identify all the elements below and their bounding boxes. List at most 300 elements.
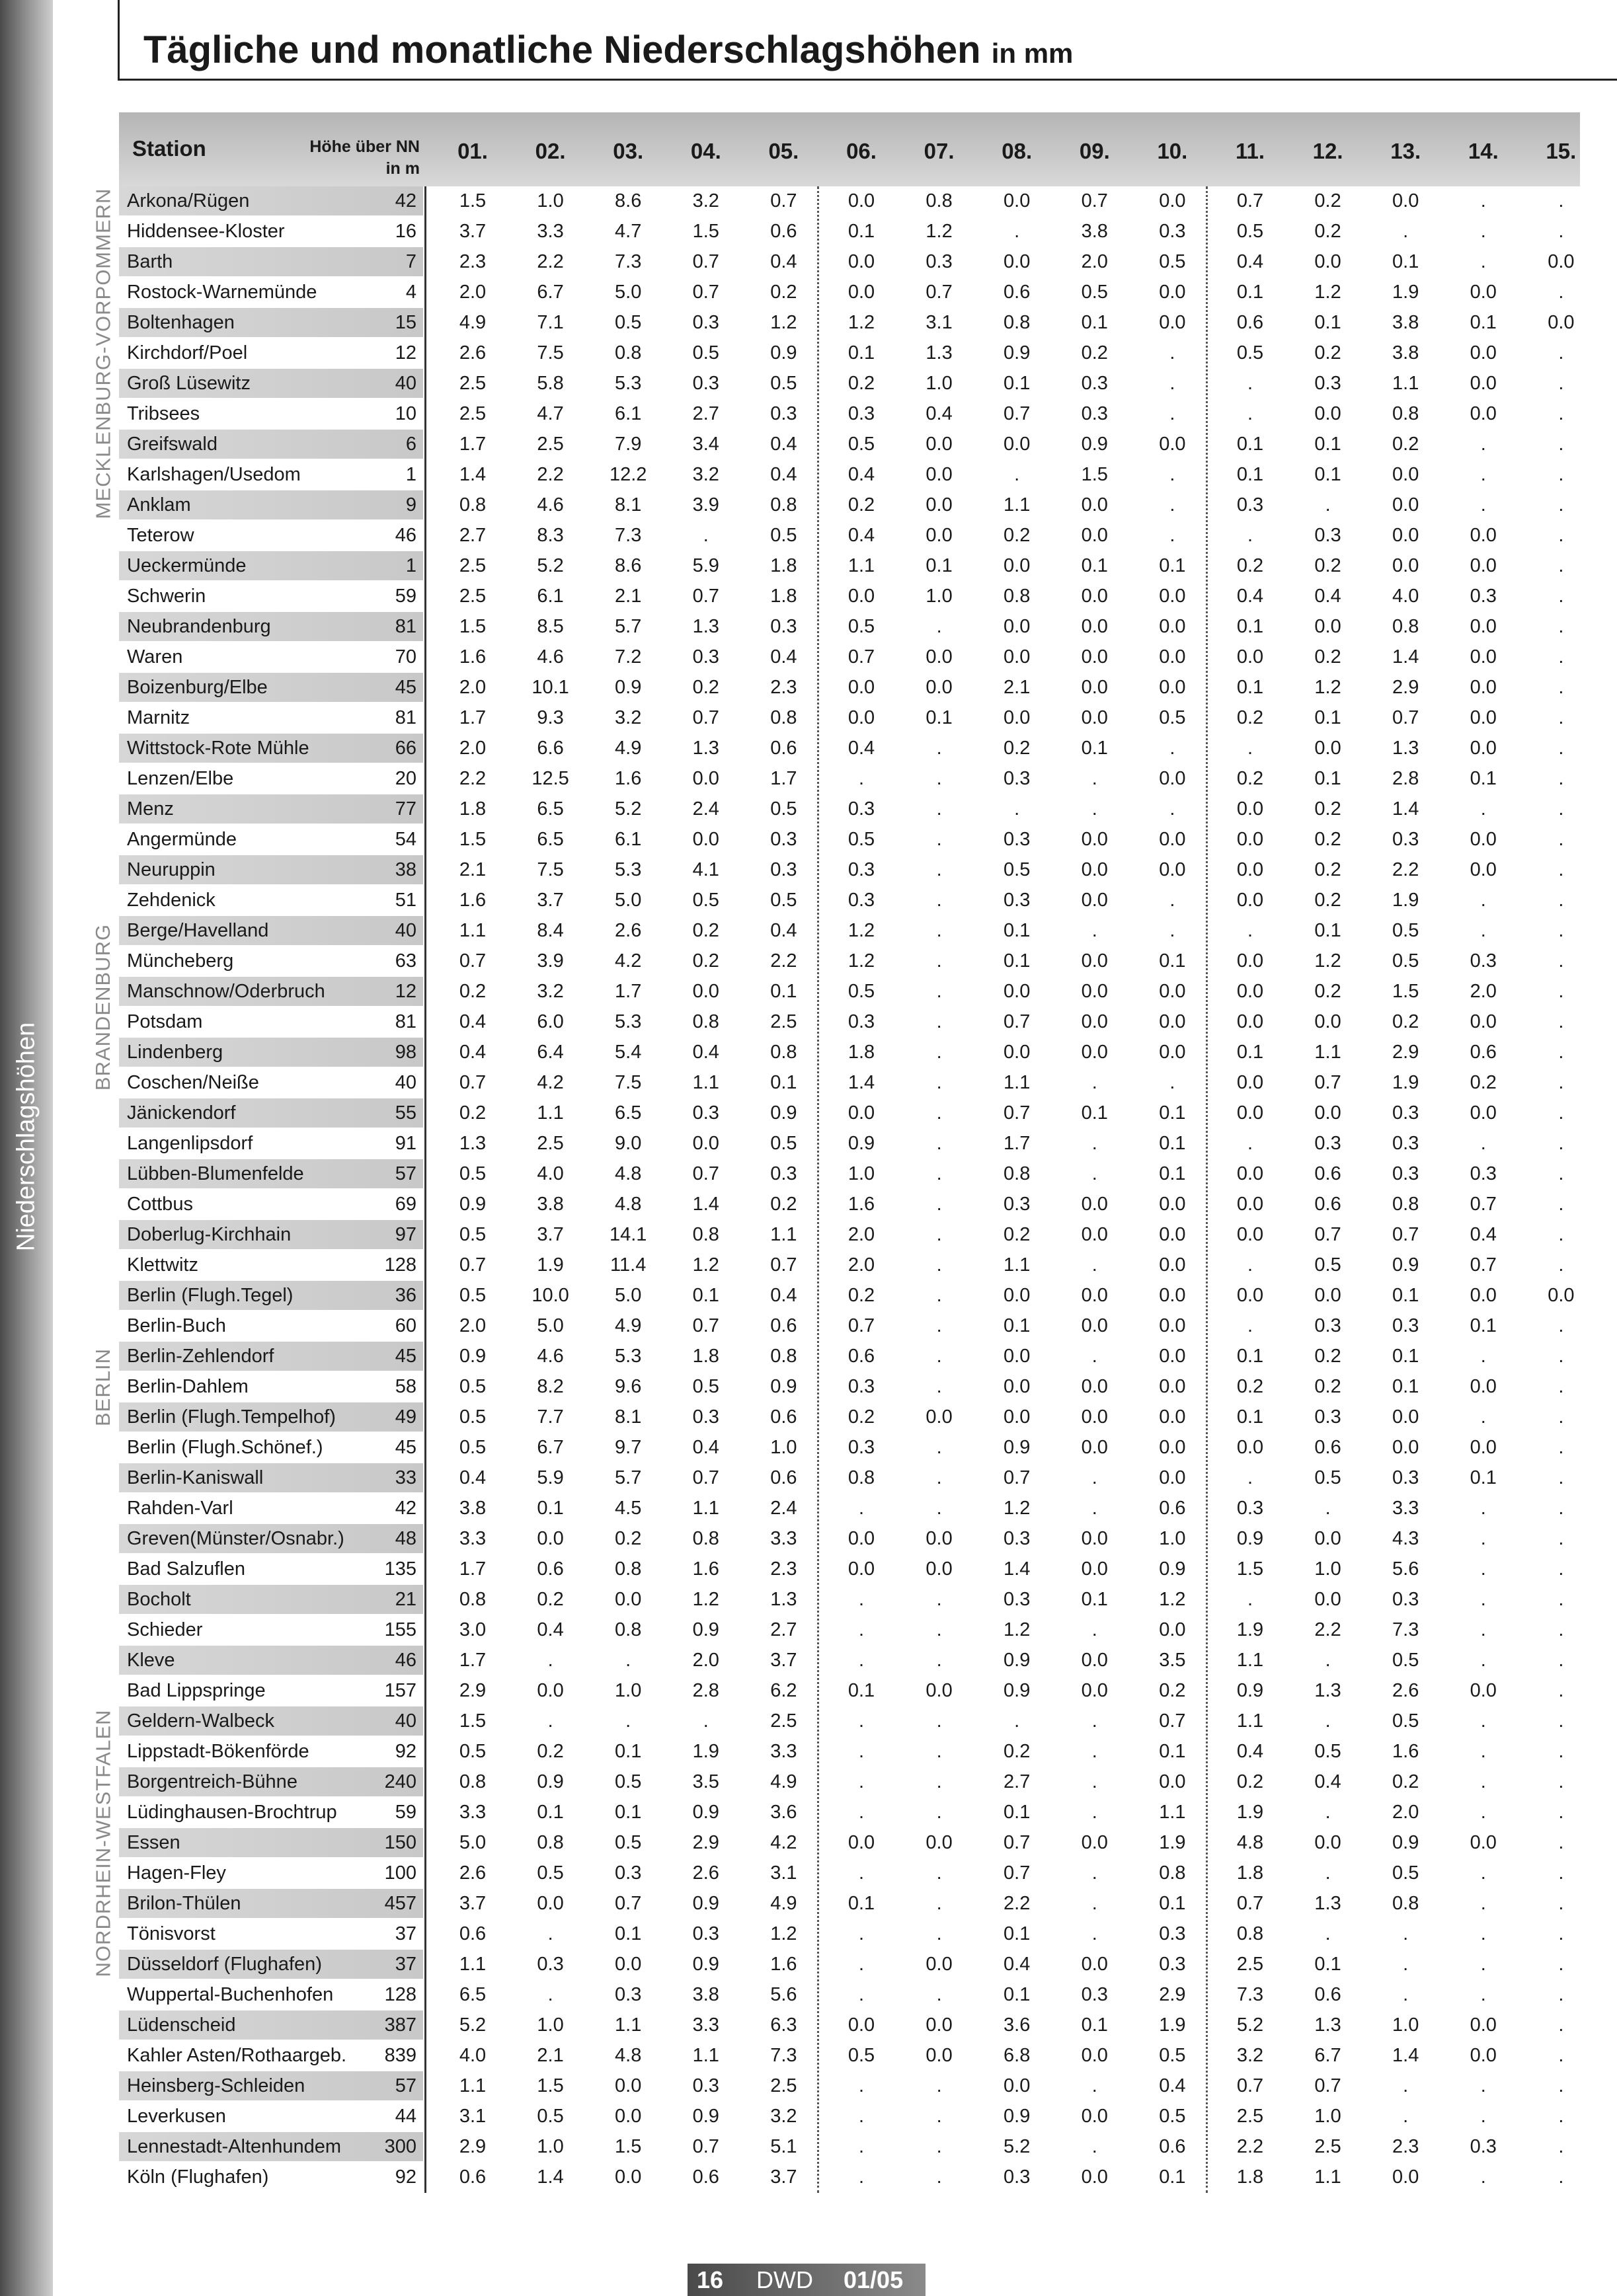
precip-value: 0.1 — [1236, 464, 1264, 485]
table-header — [119, 112, 1580, 186]
precip-value: . — [858, 1862, 865, 1884]
station-hoehe: 48 — [395, 1528, 416, 1549]
precip-value: 0.2 — [848, 373, 875, 394]
precip-value: 4.9 — [770, 1893, 797, 1914]
precip-value: 5.9 — [692, 555, 719, 576]
precip-value: 2.3 — [1392, 2136, 1419, 2157]
precip-value: . — [1247, 738, 1253, 759]
precip-value: 1.5 — [1236, 1558, 1264, 1580]
precip-value: 0.1 — [1314, 920, 1341, 941]
precip-value: 4.7 — [615, 221, 642, 242]
precip-value: 0.3 — [1470, 586, 1497, 607]
precip-value: 0.3 — [1470, 2136, 1497, 2157]
precip-value: . — [1325, 1923, 1331, 1944]
table-row — [119, 1038, 1580, 1068]
precip-value: . — [1480, 1923, 1486, 1944]
precip-value: 0.7 — [692, 1315, 719, 1336]
table-row — [119, 855, 1580, 886]
precip-value: 0.7 — [692, 1163, 719, 1184]
station-hoehe: 387 — [384, 2014, 416, 2036]
precip-value: . — [1169, 494, 1175, 516]
precip-value: 0.5 — [1314, 1254, 1341, 1276]
precip-value: 3.9 — [537, 950, 564, 972]
precip-value: . — [1558, 1376, 1564, 1397]
precip-value: 0.9 — [615, 677, 642, 698]
precip-value: 0.4 — [848, 464, 875, 485]
precip-value: . — [1325, 1710, 1331, 1732]
precip-value: . — [1558, 2106, 1564, 2127]
precip-value: 0.1 — [1392, 1346, 1419, 1367]
station-hoehe: 36 — [395, 1285, 416, 1306]
precip-value: . — [1091, 1467, 1097, 1488]
precip-value: 0.0 — [1081, 2106, 1108, 2127]
precip-value: 0.5 — [1159, 251, 1186, 272]
table-row — [119, 1129, 1580, 1159]
precip-value: 0.2 — [1314, 1376, 1341, 1397]
precip-value: 0.4 — [1236, 586, 1264, 607]
precip-value: 0.7 — [1236, 190, 1264, 211]
precip-value: 0.4 — [692, 1437, 719, 1458]
precip-value: 1.9 — [1159, 1832, 1186, 1853]
station-name: Greven(Münster/Osnabr.) — [127, 1528, 344, 1549]
precip-value: 3.7 — [770, 2166, 797, 2188]
station-cell — [119, 1250, 423, 1280]
precip-value: 0.1 — [1470, 1467, 1497, 1488]
precip-value: 2.0 — [1392, 1802, 1419, 1823]
state-label — [91, 1281, 115, 1494]
precip-value: 0.5 — [1159, 2106, 1186, 2127]
state-label — [91, 186, 115, 521]
precip-value: 5.8 — [537, 373, 564, 394]
precip-value: 4.6 — [537, 494, 564, 516]
precip-value: 0.1 — [1314, 434, 1341, 455]
precip-value: 1.1 — [692, 2045, 719, 2066]
precip-value: 0.3 — [1314, 525, 1341, 546]
precip-value: . — [1558, 1802, 1564, 1823]
precip-value: 0.0 — [1470, 677, 1497, 698]
table-row — [119, 186, 1580, 217]
precip-value: . — [1480, 2075, 1486, 2096]
precip-value: 3.8 — [537, 1194, 564, 1215]
precip-value: 4.8 — [615, 1194, 642, 1215]
station-hoehe: 59 — [395, 586, 416, 607]
precip-value: 0.3 — [770, 616, 797, 637]
precip-value: 1.2 — [1004, 1498, 1031, 1519]
precip-value: . — [1558, 859, 1564, 880]
precip-value: 8.6 — [615, 555, 642, 576]
precip-value: 1.9 — [1392, 890, 1419, 911]
table-row — [119, 460, 1580, 490]
precip-value: 1.3 — [926, 342, 953, 364]
precip-value: 0.0 — [1004, 1285, 1031, 1306]
precip-value: 3.8 — [1392, 342, 1419, 364]
precip-value: . — [1558, 282, 1564, 303]
precip-value: 0.0 — [1159, 646, 1186, 668]
station-cell — [119, 916, 423, 945]
precip-value: 0.0 — [1081, 1650, 1108, 1671]
station-name: Cottbus — [127, 1194, 193, 1215]
precip-value: 0.1 — [1470, 312, 1497, 333]
table-row — [119, 1919, 1580, 1950]
precip-value: 7.3 — [1236, 1984, 1264, 2005]
precip-value: 1.9 — [1236, 1802, 1264, 1823]
precip-value: . — [1480, 1984, 1486, 2005]
station-cell — [119, 582, 423, 611]
precip-value: 1.1 — [1159, 1802, 1186, 1823]
precip-value: 0.0 — [1470, 1376, 1497, 1397]
precip-value: 0.5 — [459, 1224, 487, 1245]
precip-value: . — [1014, 1710, 1020, 1732]
station-name: Neuruppin — [127, 859, 216, 880]
precip-value: . — [858, 1984, 865, 2005]
precip-value: . — [1247, 373, 1253, 394]
table-row — [119, 1737, 1580, 1767]
precip-value: 0.0 — [1081, 494, 1108, 516]
precip-value: 1.7 — [459, 1650, 487, 1671]
precip-value: 0.0 — [1236, 1285, 1264, 1306]
precip-value: 0.2 — [615, 1528, 642, 1549]
station-cell — [119, 1767, 423, 1796]
precip-value: 0.9 — [692, 2106, 719, 2127]
station-cell — [119, 886, 423, 915]
precip-value: 0.0 — [1159, 1771, 1186, 1792]
precip-value: 0.1 — [770, 1072, 797, 1093]
precip-value: 2.8 — [692, 1680, 719, 1701]
precip-value: 0.4 — [459, 1011, 487, 1032]
precip-value: 5.7 — [615, 616, 642, 637]
precip-value: 0.0 — [848, 677, 875, 698]
precip-value: 0.9 — [1081, 434, 1108, 455]
precip-value: 0.2 — [1314, 829, 1341, 850]
precip-value: 4.7 — [537, 403, 564, 424]
station-hoehe: 46 — [395, 1650, 416, 1671]
precip-value: . — [1480, 1558, 1486, 1580]
precip-value: . — [936, 2075, 942, 2096]
table-row — [119, 1767, 1580, 1798]
precip-value: . — [1169, 738, 1175, 759]
station-name: Potsdam — [127, 1011, 203, 1032]
precip-value: 0.0 — [1159, 1254, 1186, 1276]
station-hoehe: 12 — [395, 342, 416, 364]
precip-value: 9.0 — [615, 1133, 642, 1154]
precip-value: . — [936, 1771, 942, 1792]
precip-value: 0.1 — [1314, 312, 1341, 333]
station-cell — [119, 1798, 423, 1827]
precip-value: . — [1325, 1650, 1331, 1671]
precip-value: 1.0 — [1392, 2014, 1419, 2036]
precip-value: . — [1091, 798, 1097, 820]
precip-value: 0.0 — [1159, 586, 1186, 607]
precip-value: 6.7 — [537, 1437, 564, 1458]
precip-value: 1.2 — [1004, 1619, 1031, 1640]
precip-value: 1.9 — [1392, 1072, 1419, 1093]
precip-value: 0.5 — [848, 2045, 875, 2066]
precip-value: 0.5 — [459, 1163, 487, 1184]
precip-value: 1.6 — [692, 1558, 719, 1580]
precip-value: . — [936, 1619, 942, 1640]
precip-value: 0.0 — [1470, 2014, 1497, 2036]
precip-value: . — [1091, 1710, 1097, 1732]
precip-value: 0.0 — [1081, 890, 1108, 911]
precip-value: 0.3 — [1392, 1102, 1419, 1124]
precip-value: 0.0 — [1004, 616, 1031, 637]
precip-value: . — [1558, 950, 1564, 972]
precip-value: 2.2 — [459, 768, 487, 789]
precip-value: 1.1 — [1392, 373, 1419, 394]
precip-value: 1.8 — [459, 798, 487, 820]
precip-value: 7.5 — [537, 859, 564, 880]
precip-value: . — [1403, 2106, 1409, 2127]
precip-value: 0.0 — [1159, 1346, 1186, 1367]
precip-value: 0.7 — [770, 190, 797, 211]
precip-value: 0.0 — [1081, 829, 1108, 850]
magazine-name: DWD — [756, 2266, 813, 2293]
precip-value: 0.5 — [770, 525, 797, 546]
precip-value: 0.0 — [926, 2045, 953, 2066]
table-row — [119, 521, 1580, 551]
precip-value: 1.5 — [459, 829, 487, 850]
precip-value: 0.6 — [1314, 1194, 1341, 1215]
precip-value: 0.0 — [1159, 1619, 1186, 1640]
precip-value: 0.8 — [615, 1619, 642, 1640]
precip-value: . — [936, 1376, 942, 1397]
precip-value: . — [1480, 1954, 1486, 1975]
precip-value: 0.0 — [1236, 1163, 1264, 1184]
precip-value: . — [1480, 1650, 1486, 1671]
precip-value: 3.3 — [459, 1528, 487, 1549]
precip-value: 0.6 — [1314, 1984, 1341, 2005]
table-row — [119, 1646, 1580, 1676]
precip-value: . — [1558, 1558, 1564, 1580]
table-row — [119, 1676, 1580, 1706]
precip-value: 0.5 — [537, 1862, 564, 1884]
precip-value: 1.3 — [1392, 738, 1419, 759]
precip-value: . — [936, 1346, 942, 1367]
station-name: Köln (Flughafen) — [127, 2166, 269, 2188]
precip-value: . — [1558, 2136, 1564, 2157]
precip-value: 7.2 — [615, 646, 642, 668]
precip-value: . — [936, 829, 942, 850]
precip-value: 0.0 — [1081, 2166, 1108, 2188]
station-hoehe: 38 — [395, 859, 416, 880]
precip-value: 1.9 — [1159, 2014, 1186, 2036]
station-cell — [119, 1524, 423, 1553]
precip-value: 0.0 — [848, 1528, 875, 1549]
precip-value: 0.1 — [1081, 2014, 1108, 2036]
table-row — [119, 916, 1580, 946]
precip-value: 0.5 — [615, 1832, 642, 1853]
precip-value: 3.2 — [770, 2106, 797, 2127]
precip-value: 0.0 — [615, 1954, 642, 1975]
precip-value: 0.0 — [1004, 646, 1031, 668]
precip-value: 0.7 — [848, 1315, 875, 1336]
precip-value: 0.3 — [848, 403, 875, 424]
precip-value: . — [1558, 1650, 1564, 1671]
sidebar-label: Niederschlagshöhen — [12, 1022, 40, 1252]
precip-value: . — [936, 1467, 942, 1488]
station-hoehe: 66 — [395, 738, 416, 759]
precip-value: 3.5 — [692, 1771, 719, 1792]
precip-value: 0.2 — [770, 282, 797, 303]
station-name: Arkona/Rügen — [127, 190, 250, 211]
precip-value: 0.7 — [1314, 1224, 1341, 1245]
precip-value: 2.3 — [770, 677, 797, 698]
header-hoehe-line1: Höhe über NN — [309, 137, 420, 156]
station-hoehe: 37 — [395, 1954, 416, 1975]
precip-value: . — [1480, 1406, 1486, 1428]
table-row — [119, 764, 1580, 794]
precip-value: 3.1 — [926, 312, 953, 333]
table-row — [119, 2132, 1580, 2162]
precip-value: 0.7 — [1004, 403, 1031, 424]
station-cell — [119, 1919, 423, 1948]
station-name: Groß Lüsewitz — [127, 373, 251, 394]
station-name: Berlin (Flugh.Schönef.) — [127, 1437, 323, 1458]
station-cell — [119, 1281, 423, 1310]
precip-value: 1.3 — [692, 616, 719, 637]
precip-value: . — [936, 1224, 942, 1245]
station-name: Boltenhagen — [127, 312, 235, 333]
precip-value: 0.2 — [1470, 1072, 1497, 1093]
precip-value: 0.0 — [1081, 981, 1108, 1002]
precip-value: 0.0 — [926, 1406, 953, 1428]
precip-value: 0.5 — [1392, 920, 1419, 941]
precip-value: 0.6 — [770, 1406, 797, 1428]
precip-value: 0.1 — [1004, 1315, 1031, 1336]
precip-value: 0.5 — [1004, 859, 1031, 880]
precip-value: 0.2 — [1314, 798, 1341, 820]
precip-value: 2.8 — [1392, 768, 1419, 789]
table-row — [119, 825, 1580, 855]
state-label — [91, 734, 115, 1281]
precip-value: 0.9 — [848, 1133, 875, 1154]
precip-value: . — [1091, 920, 1097, 941]
precip-value: 3.1 — [770, 1862, 797, 1884]
precip-value: 0.3 — [1392, 1133, 1419, 1154]
precip-value: 5.7 — [615, 1467, 642, 1488]
precip-value: 0.0 — [1159, 1376, 1186, 1397]
precip-value: 0.0 — [1314, 1832, 1341, 1853]
precip-value: . — [936, 1802, 942, 1823]
precip-value: 2.0 — [692, 1650, 719, 1671]
precip-value: 0.1 — [615, 1802, 642, 1823]
precip-value: . — [1558, 464, 1564, 485]
precip-value: 0.9 — [1159, 1558, 1186, 1580]
precip-value: . — [1558, 677, 1564, 698]
precip-value: 5.1 — [770, 2136, 797, 2157]
precip-value: . — [1014, 221, 1020, 242]
table-row — [119, 946, 1580, 977]
precip-value: . — [547, 1984, 553, 2005]
precip-value: . — [1558, 525, 1564, 546]
precip-value: 1.1 — [1236, 1710, 1264, 1732]
precip-value: 2.0 — [1081, 251, 1108, 272]
precip-value: 0.6 — [770, 738, 797, 759]
precip-value: 0.1 — [1004, 920, 1031, 941]
station-name: Boizenburg/Elbe — [127, 677, 268, 698]
station-cell — [119, 1038, 423, 1067]
precip-value: 2.2 — [1392, 859, 1419, 880]
station-hoehe: 63 — [395, 950, 416, 972]
table-row — [119, 1342, 1580, 1372]
precip-value: 1.7 — [459, 434, 487, 455]
precip-value: . — [1325, 1802, 1331, 1823]
precip-value: 2.9 — [459, 2136, 487, 2157]
station-cell — [119, 855, 423, 884]
precip-value: 5.0 — [537, 1315, 564, 1336]
precip-value: 0.2 — [1236, 1771, 1264, 1792]
precip-value: 0.0 — [1470, 859, 1497, 880]
table-row — [119, 1463, 1580, 1494]
precip-value: 0.3 — [848, 1011, 875, 1032]
precip-value: 10.1 — [532, 677, 569, 698]
precip-value: 0.0 — [926, 646, 953, 668]
precip-value: 0.4 — [692, 1042, 719, 1063]
precip-value: 0.3 — [1236, 494, 1264, 516]
precip-value: . — [1247, 920, 1253, 941]
precip-value: 1.7 — [459, 1558, 487, 1580]
precip-value: 0.0 — [1236, 890, 1264, 911]
precip-value: . — [547, 1650, 553, 1671]
precip-value: 0.9 — [1236, 1680, 1264, 1701]
precip-value: 6.6 — [537, 738, 564, 759]
precip-value: 0.1 — [1392, 1285, 1419, 1306]
table-row — [119, 1311, 1580, 1342]
precip-value: 0.5 — [1159, 707, 1186, 728]
precip-value: 0.1 — [848, 221, 875, 242]
precip-value: 0.3 — [1004, 2166, 1031, 2188]
precip-value: 0.6 — [1314, 1163, 1341, 1184]
precip-value: 0.0 — [1081, 1558, 1108, 1580]
station-cell — [119, 460, 423, 489]
precip-value: 2.5 — [459, 403, 487, 424]
precip-value: 0.7 — [1004, 1862, 1031, 1884]
precip-value: 0.1 — [1159, 950, 1186, 972]
station-name: Greifswald — [127, 434, 217, 455]
precip-value: 0.1 — [1314, 1954, 1341, 1975]
precip-value: 0.3 — [692, 1406, 719, 1428]
precip-value: . — [1558, 1954, 1564, 1975]
precip-value: 0.8 — [537, 1832, 564, 1853]
precip-value: 0.0 — [692, 981, 719, 1002]
table-row — [119, 1798, 1580, 1828]
station-cell — [119, 186, 423, 215]
station-hoehe: 57 — [395, 2075, 416, 2096]
precip-value: 0.9 — [1004, 1437, 1031, 1458]
station-name: Kahler Asten/Rothaargeb. — [127, 2045, 347, 2066]
precip-value: 0.0 — [848, 1832, 875, 1853]
precip-value: 0.0 — [692, 768, 719, 789]
station-name: Waren — [127, 646, 183, 668]
precip-value: 0.7 — [1470, 1254, 1497, 1276]
precip-value: 0.0 — [1470, 525, 1497, 546]
precip-value: 0.0 — [1314, 1589, 1341, 1610]
precip-value: 1.7 — [615, 981, 642, 1002]
precip-value: 2.7 — [770, 1619, 797, 1640]
precip-value: 6.3 — [770, 2014, 797, 2036]
precip-value: 1.2 — [848, 312, 875, 333]
precip-value: . — [1558, 221, 1564, 242]
precip-value: 2.9 — [1392, 1042, 1419, 1063]
precip-value: 3.3 — [537, 221, 564, 242]
precip-value: . — [1558, 1771, 1564, 1792]
precip-value: . — [936, 738, 942, 759]
precip-value: 4.2 — [537, 1072, 564, 1093]
precip-value: 0.0 — [1159, 1406, 1186, 1428]
precip-value: . — [936, 1437, 942, 1458]
precip-value: . — [936, 1011, 942, 1032]
precip-value: 10.0 — [532, 1285, 569, 1306]
